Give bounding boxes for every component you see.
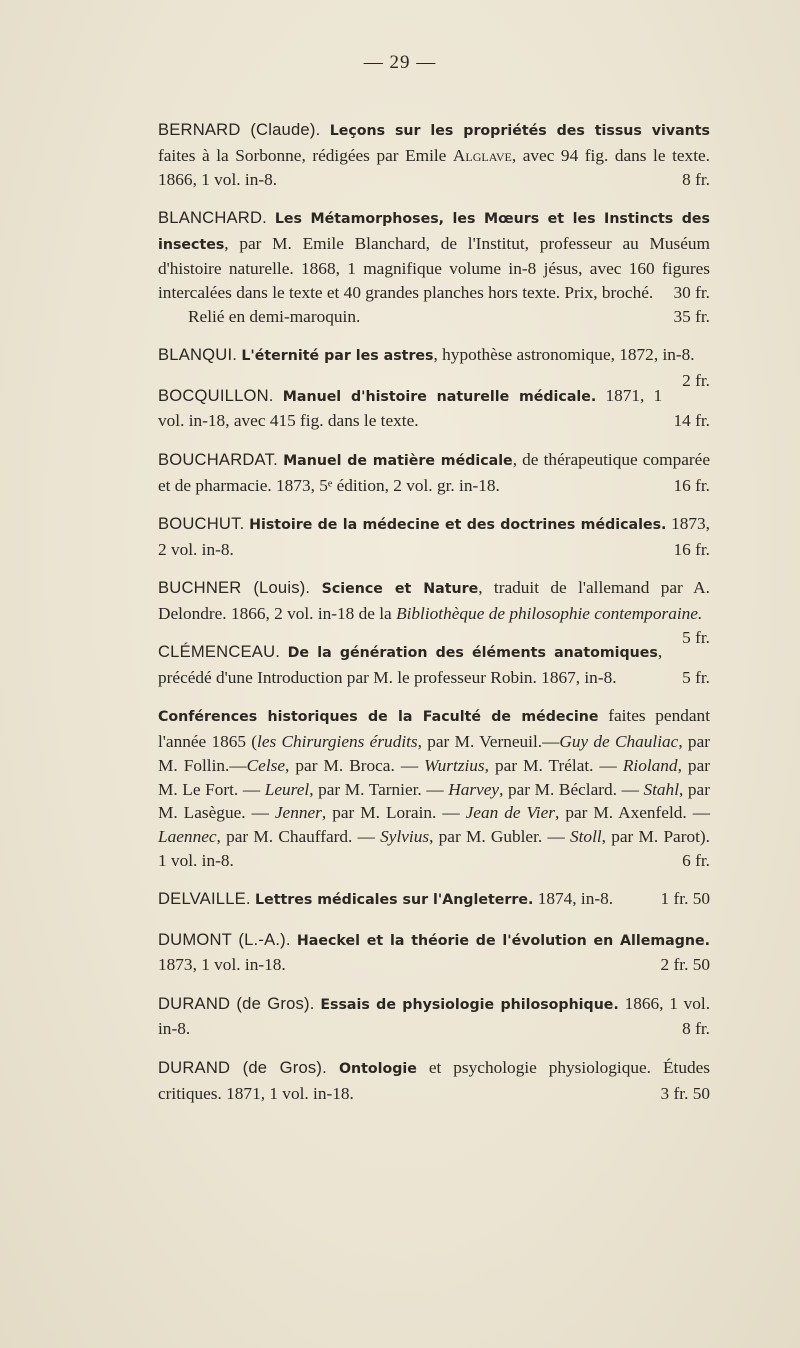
entry-price: 1 fr. 50	[660, 889, 710, 909]
lecture-text: , par M. Follin.—	[158, 731, 710, 775]
entry-description: , traduit de l'allemand par A. Delondre. 1866, 2 vol. in-18 de la	[158, 577, 710, 623]
lecture-subject: les Chirurgiens érudits	[257, 731, 418, 751]
lecture-text: , par M. Axenfeld. —	[555, 803, 711, 823]
entry-author: DUMONT (L.-A.).	[158, 929, 291, 949]
entry-durand-ontologie	[158, 1056, 710, 1106]
entry-price: 16 fr.	[673, 475, 710, 495]
entry-price: 6 fr.	[682, 850, 710, 870]
entry-bouchut	[158, 512, 710, 562]
entry-author: BLANCHARD.	[158, 207, 267, 227]
entry-conferences	[158, 704, 710, 873]
entry-author: DELVAILLE.	[158, 889, 251, 909]
entry-description-cont: , avec 94 fig. dans le texte. 1866, 1 vol. in-8.	[158, 145, 710, 189]
entry-title: De la génération des éléments anatomiques	[287, 645, 658, 662]
entry-description: , de thérapeutique comparée et de pharmacie. 1873, 5ᵉ édition, 2 vol. gr. in-18.	[158, 449, 710, 495]
lecture-text: , par M. Parot). 1 vol. in-8.	[158, 827, 710, 870]
lecture-text: faites pendant l'année 1865 (	[158, 706, 710, 751]
entry-price: 30 fr.	[673, 283, 710, 303]
entry-description: 1871, 1 vol. in-18, avec 415 fig. dans le texte.	[158, 385, 663, 431]
entry-description: faites à la Sorbonne, rédigées par Emile	[158, 145, 447, 165]
page-number: — 29 —	[363, 52, 437, 73]
entry-title: Histoire de la médecine et des doctrines médicales.	[249, 516, 667, 533]
entry-binding-price: 35 fr.	[673, 307, 710, 327]
lecture-subject: Stahl	[643, 779, 679, 799]
lecture-text: , par M. Trélat. —	[484, 755, 623, 775]
lecture-text: , par M. Béclard. —	[499, 779, 644, 799]
entry-author: BLANQUI.	[158, 345, 238, 365]
entry-title: Manuel de matière médicale	[283, 452, 513, 469]
lecture-subject: Harvey	[448, 779, 500, 799]
entry-price: 5 fr.	[682, 627, 710, 647]
entry-description: , par M. Emile Blanchard, de l'Institut, professeur au Muséum d'histoire naturelle. 1868, 1 magnifique volume in-8 jésus, avec 160 figures intercalées dans le texte et 40 grandes planches hors texte. Prix, broché.	[158, 233, 710, 303]
entry-title: Essais de physiologie philosophique.	[320, 996, 619, 1013]
entry-title: Les Métamorphoses, les Mœurs et les Instincts des insectes	[158, 210, 710, 253]
entry-durand-essais	[158, 992, 710, 1042]
entry-title: L'éternité par les astres	[241, 348, 434, 365]
entry-price: 8 fr.	[682, 1019, 710, 1039]
entry-binding-note: Relié en demi-maroquin.	[188, 307, 361, 327]
entry-blanqui	[158, 343, 710, 391]
lecture-subject: Laennec	[158, 827, 217, 847]
entry-author: BERNARD (Claude).	[158, 120, 321, 139]
lecture-subject: Stoll	[569, 827, 602, 847]
entry-lecture-list	[158, 706, 710, 870]
lecture-text: , par M. Lasègue. —	[158, 779, 710, 823]
entry-price: 16 fr.	[673, 539, 710, 559]
entry-author: DURAND (de Gros).	[158, 1057, 327, 1077]
entry-description: 1866, 1 vol. in-8.	[158, 993, 711, 1039]
lecture-subject: Jenner	[274, 803, 322, 823]
entry-author: BOCQUILLON.	[158, 385, 274, 405]
entry-bouchardat	[158, 448, 710, 498]
entry-buchner	[158, 576, 710, 647]
entry-description: et psychologie physiologique. Études critiques. 1871, 1 vol. in-18.	[158, 1057, 710, 1103]
entry-title: Leçons sur les propriétés des tissus vivants	[329, 123, 710, 139]
lecture-subject: Sylvius	[380, 827, 430, 847]
entry-price: 2 fr.	[682, 371, 710, 391]
entry-description: 1874, in-8.	[537, 889, 614, 909]
lecture-subject: Celse	[246, 755, 286, 775]
entry-title: Conférences historiques de la Faculté de médecine	[158, 709, 599, 726]
entry-bocquillon	[158, 384, 710, 434]
entry-description: 1873, 2 vol. in-8.	[158, 513, 710, 559]
entry-blanchard	[158, 206, 710, 329]
entry-author: BOUCHARDAT.	[158, 449, 278, 469]
lecture-text: , par M. Tarnier. —	[309, 779, 449, 799]
lecture-text: , par M. Gubler. —	[429, 827, 570, 847]
entry-title: Lettres médicales sur l'Angleterre.	[255, 892, 534, 909]
entry-collaborator: Alglave	[452, 145, 512, 165]
lecture-subject: Leurel	[264, 779, 310, 799]
entry-title: Ontologie	[338, 1060, 417, 1077]
lecture-text: , par M. Verneuil.—	[417, 731, 560, 751]
entry-title: Science et Nature	[321, 580, 479, 597]
catalog-entries	[158, 118, 710, 1120]
entry-price: 2 fr. 50	[660, 955, 710, 975]
lecture-subject: Jean de Vier	[465, 803, 556, 823]
entry-delvaille	[158, 887, 710, 913]
entry-clemenceau	[158, 640, 710, 690]
entry-description: , hypothèse astronomique, 1872, in-8.	[433, 345, 695, 365]
lecture-subject: Wurtzius	[424, 755, 485, 775]
entry-price: 5 fr.	[682, 667, 710, 687]
entry-bernard	[158, 118, 710, 191]
entry-price: 3 fr. 50	[660, 1083, 710, 1103]
entry-author: CLÉMENCEAU.	[158, 642, 281, 662]
entry-description: 1873, 1 vol. in-18.	[158, 955, 286, 975]
lecture-subject: Guy de Chauliac	[559, 731, 679, 751]
lecture-text: , par M. Chauffard. —	[216, 827, 381, 847]
lecture-text: , par M. Le Fort. —	[158, 755, 710, 799]
entry-author: DURAND (de Gros).	[158, 993, 315, 1013]
entry-author: BOUCHUT.	[158, 513, 245, 533]
lecture-subject: Rioland	[622, 755, 678, 775]
entry-series: Bibliothèque de philosophie contemporaine.	[396, 603, 703, 623]
lecture-text: , par M. Broca. —	[285, 755, 425, 775]
lecture-text: , par M. Lorain. —	[321, 803, 466, 823]
entry-price: 8 fr.	[682, 169, 710, 189]
entry-author: BUCHNER (Louis).	[158, 577, 311, 597]
entry-price: 14 fr.	[673, 411, 710, 431]
entry-dumont	[158, 928, 710, 978]
entry-title: Manuel d'histoire naturelle médicale.	[282, 388, 597, 405]
entry-title: Haeckel et la théorie de l'évolution en Allemagne.	[296, 932, 710, 949]
entry-description: , précédé d'une Introduction par M. le professeur Robin. 1867, in-8.	[158, 642, 663, 687]
